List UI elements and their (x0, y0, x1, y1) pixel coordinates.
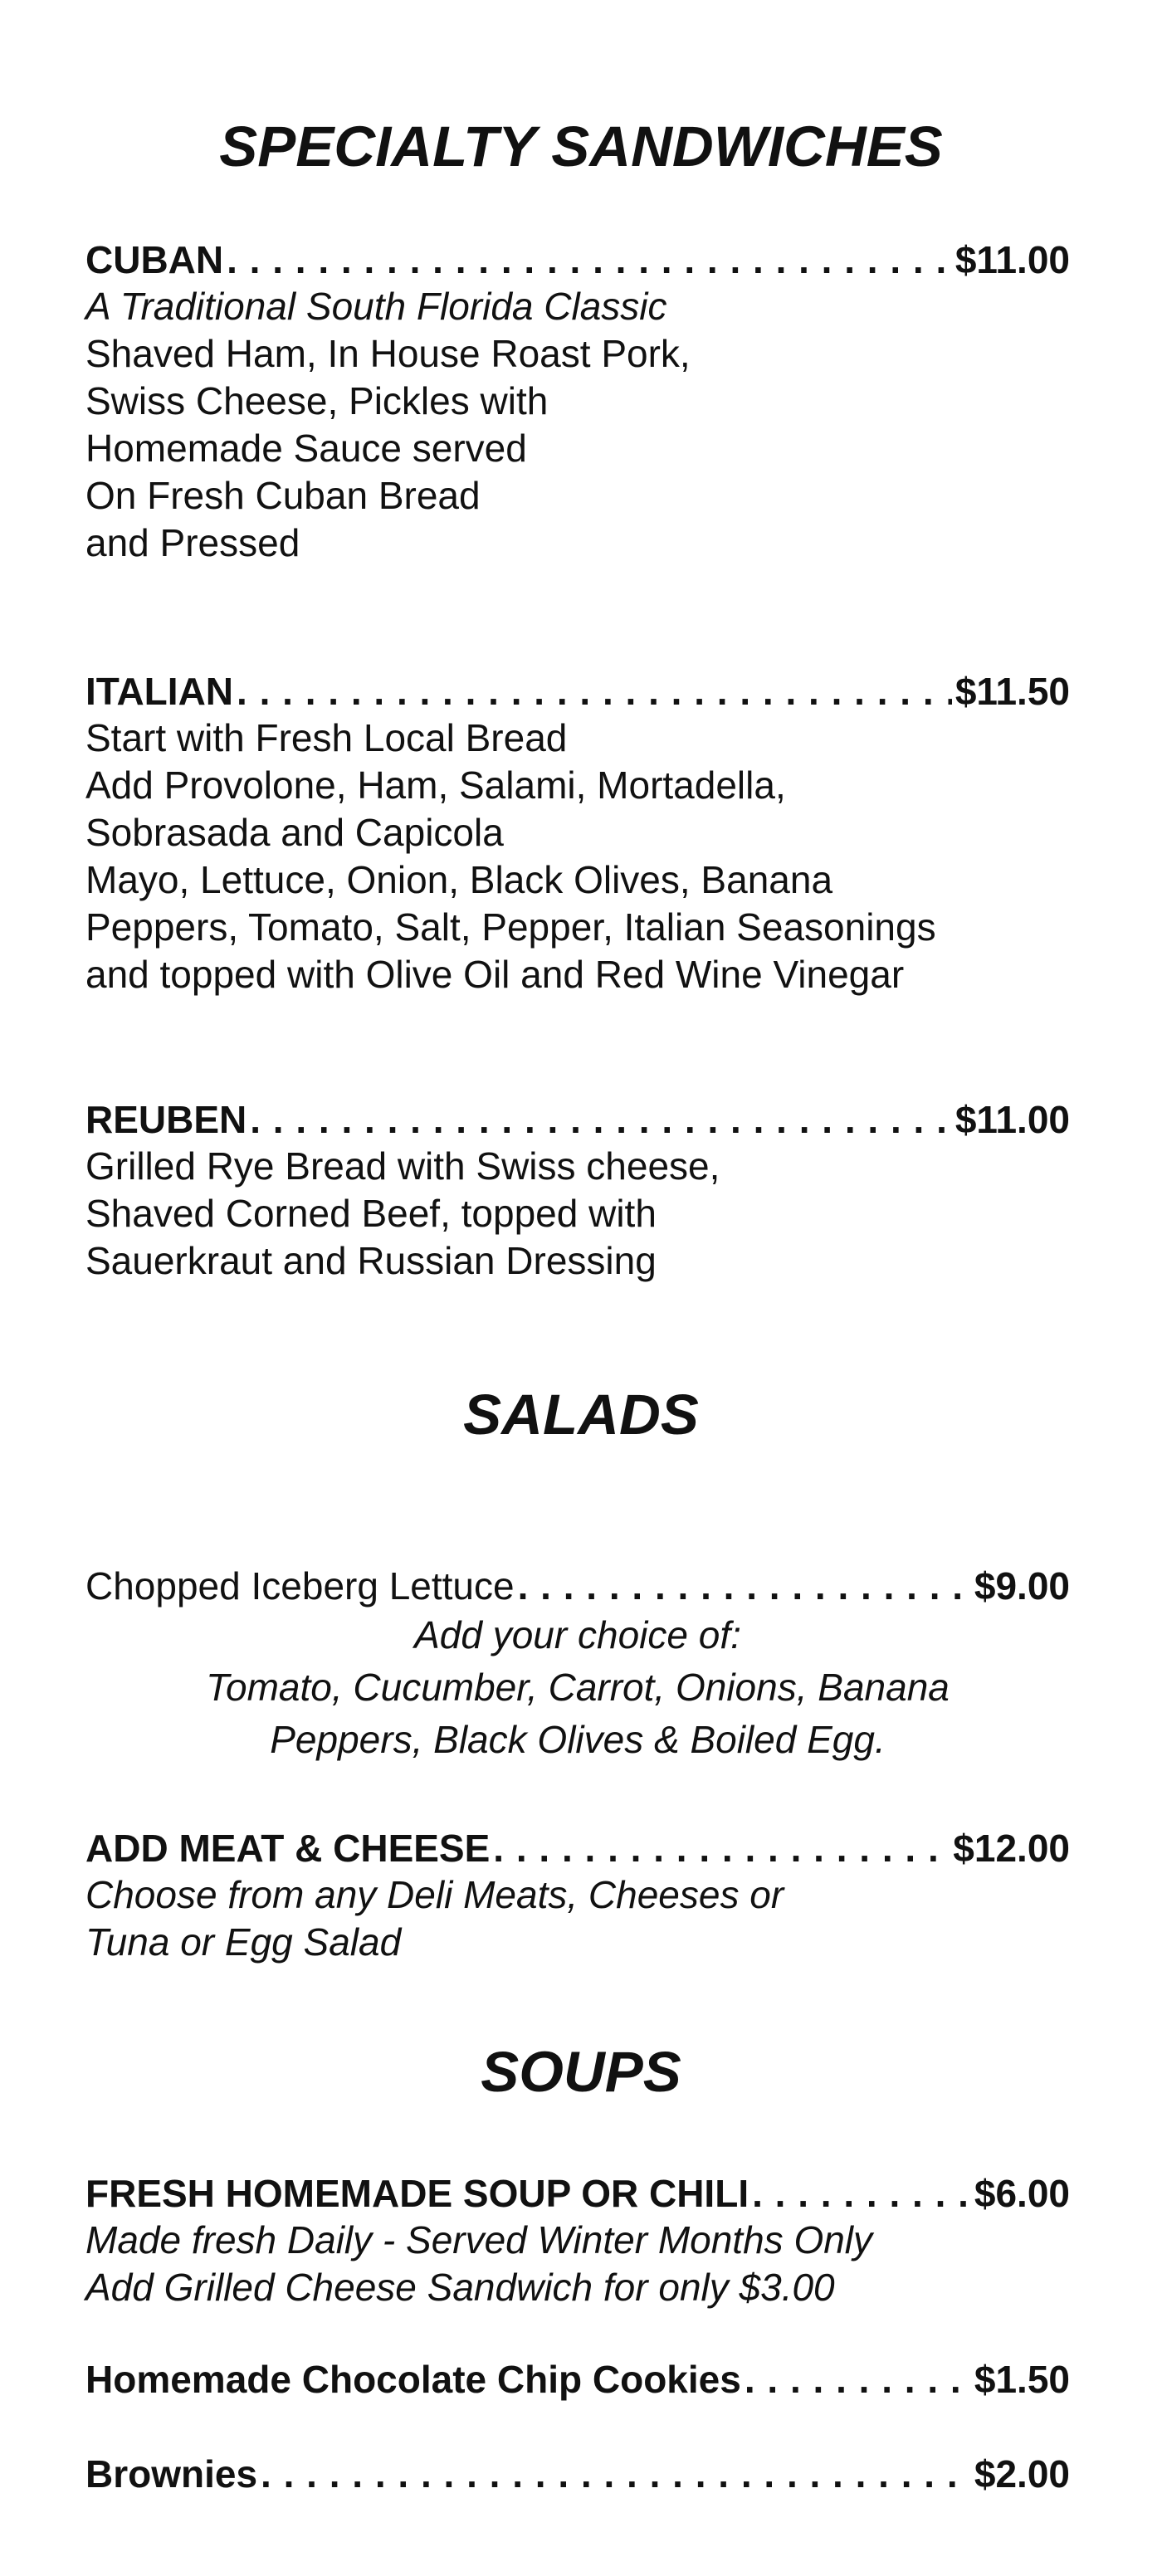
menu-item-italian (85, 669, 1070, 998)
menu-item-add-meat-cheese (85, 1826, 1070, 1966)
item-name: Chopped Iceberg Lettuce (85, 1564, 515, 1608)
item-name: ITALIAN (85, 670, 234, 713)
item-description: Peppers, Tomato, Salt, Pepper, Italian Seasonings (85, 905, 936, 949)
item-header (85, 1826, 1070, 1871)
item-description: and topped with Olive Oil and Red Wine Vinegar (85, 953, 905, 997)
item-price: $11.50 (954, 670, 1070, 713)
item-header (85, 2357, 1070, 2403)
item-description: Shaved Ham, In House Roast Pork, (85, 332, 691, 376)
section-title-salads: SALADS (463, 1383, 699, 1447)
item-description: On Fresh Cuban Bread (85, 474, 481, 518)
menu-item-cookies (85, 2357, 1070, 2403)
item-price: $2.00 (974, 2452, 1070, 2496)
item-name: REUBEN (85, 1098, 247, 1141)
item-price: $6.00 (974, 2172, 1070, 2215)
item-description: Swiss Cheese, Pickles with (85, 379, 549, 423)
item-description: Add Provolone, Ham, Salami, Mortadella, (85, 764, 786, 807)
dot-leader (745, 2357, 971, 2403)
menu-item-brownies (85, 2452, 1070, 2497)
item-description: Homemade Sauce served (85, 427, 527, 471)
dot-leader (261, 2452, 971, 2497)
item-price: $11.00 (954, 1098, 1070, 1141)
item-description: and Pressed (85, 521, 300, 565)
item-description: Grilled Rye Bread with Swiss cheese, (85, 1144, 720, 1188)
item-name: Brownies (85, 2452, 258, 2496)
item-name: FRESH HOMEMADE SOUP OR CHILI (85, 2172, 749, 2215)
item-name: Homemade Chocolate Chip Cookies (85, 2358, 741, 2401)
dot-leader (493, 1826, 950, 1871)
item-price: $9.00 (974, 1564, 1070, 1608)
item-description: Sobrasada and Capicola (85, 811, 504, 855)
item-header (85, 2171, 1070, 2217)
dot-leader (227, 237, 952, 283)
menu-item-soup (85, 2171, 1070, 2311)
item-price: $11.00 (954, 238, 1070, 281)
menu-item-cuban (85, 237, 1070, 567)
item-header (85, 237, 1070, 283)
menu-item-chopped-salad (85, 1564, 1070, 1766)
menu-item-reuben (85, 1097, 1070, 1285)
item-description: Sauerkraut and Russian Dressing (85, 1239, 657, 1283)
item-description: Shaved Corned Beef, topped with (85, 1192, 657, 1236)
section-title-sandwiches: SPECIALTY SANDWICHES (219, 115, 943, 178)
item-description: Made fresh Daily - Served Winter Months Only (85, 2218, 873, 2262)
item-header (85, 2452, 1070, 2497)
item-description: Peppers, Black Olives & Boiled Egg. (270, 1718, 886, 1762)
item-price: $12.00 (953, 1827, 1070, 1870)
dot-leader (518, 1564, 971, 1609)
item-name: CUBAN (85, 238, 224, 281)
dot-leader (237, 669, 952, 715)
item-description: Choose from any Deli Meats, Cheeses or (85, 1873, 784, 1917)
item-description: Start with Fresh Local Bread (85, 716, 568, 760)
item-description: A Traditional South Florida Classic (85, 285, 667, 329)
section-title-soups: SOUPS (481, 2040, 681, 2104)
item-price: $1.50 (974, 2358, 1070, 2401)
item-description: Add Grilled Cheese Sandwich for only $3.00 (85, 2266, 835, 2310)
item-description: Tomato, Cucumber, Carrot, Onions, Banana (206, 1666, 950, 1710)
item-header (85, 669, 1070, 715)
item-description: Mayo, Lettuce, Onion, Black Olives, Banana (85, 858, 833, 902)
item-name: ADD MEAT & CHEESE (85, 1827, 491, 1870)
item-header (85, 1564, 1070, 1609)
item-header (85, 1097, 1070, 1143)
item-description: Add your choice of: (414, 1613, 741, 1657)
item-description: Tuna or Egg Salad (85, 1920, 402, 1964)
dot-leader (752, 2171, 971, 2217)
dot-leader (250, 1097, 952, 1143)
